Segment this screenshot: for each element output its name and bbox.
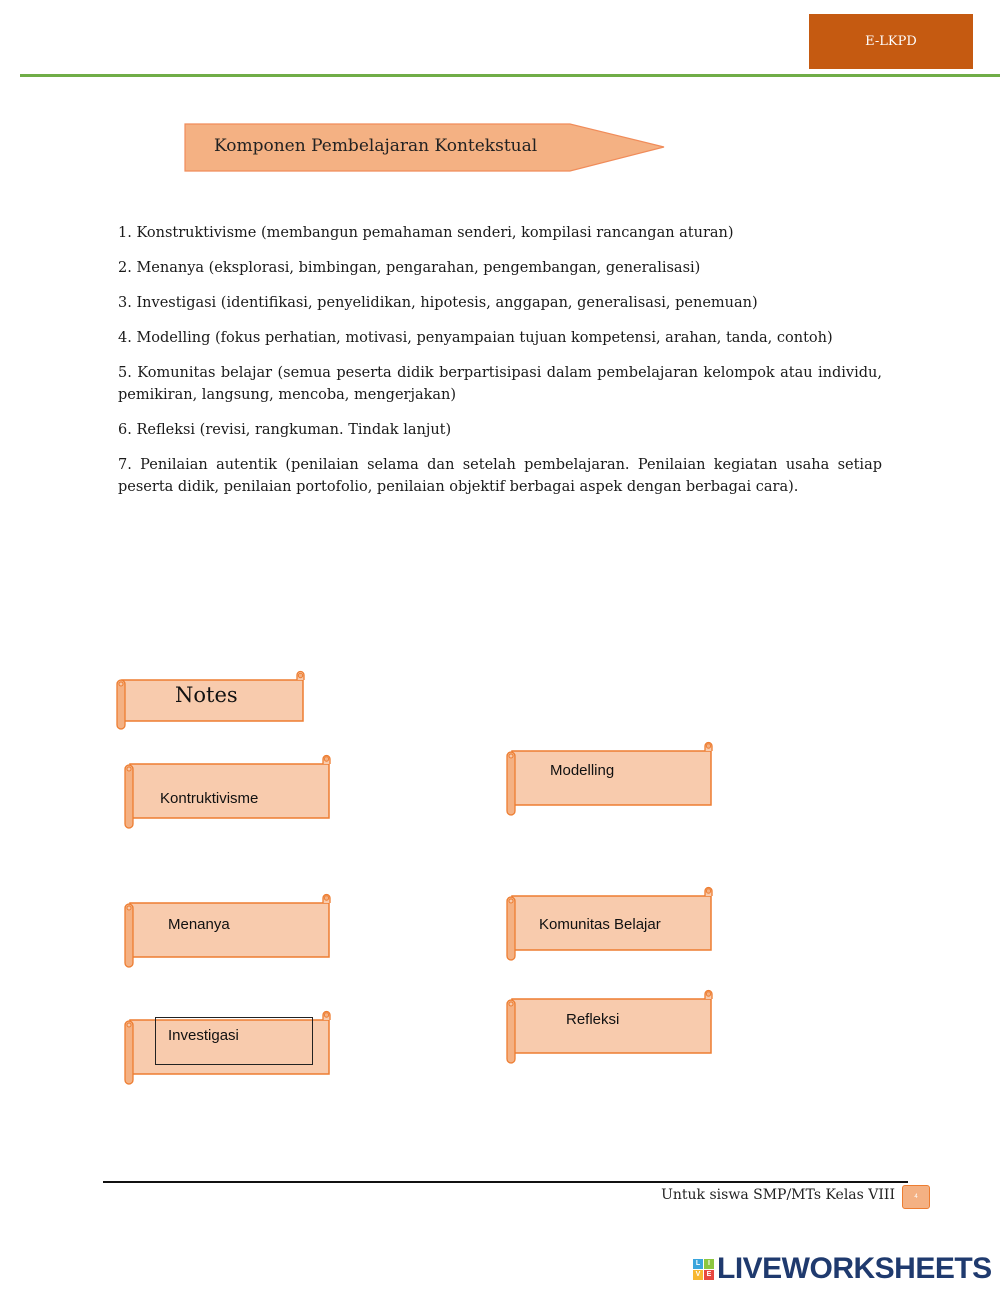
page-title: Komponen Pembelajaran Kontekstual	[214, 136, 538, 156]
liveworksheets-logo-icon	[693, 1259, 714, 1280]
logo-letter: V	[693, 1270, 703, 1280]
list-item-penilaian-autentik: 7. Penilaian autentik (penilaian selama dan setelah pembelajaran. Penilaian kegiatan usaha setiap peserta didik, penilaian portofolio, penilaian objektif berbagai aspek dengan berbagai cara).	[118, 457, 882, 495]
answer-box-investigasi[interactable]	[155, 1017, 313, 1065]
scroll-modelling	[506, 742, 714, 817]
scroll-kontruktivisme	[124, 755, 332, 830]
liveworksheets-wordmark: LIVEWORKSHEETS	[717, 1252, 992, 1285]
title-banner	[184, 123, 666, 173]
page-number-badge: 4	[902, 1185, 930, 1209]
scroll-refleksi	[506, 990, 714, 1065]
scroll-label-kontruktivisme: Kontruktivisme	[160, 790, 259, 807]
footer-rule	[103, 1181, 908, 1183]
scroll-komunitas-belajar	[506, 887, 714, 962]
header-tab: E-LKPD	[809, 14, 973, 69]
scroll-label-investigasi: Investigasi	[168, 1027, 239, 1044]
scroll-label-menanya: Menanya	[168, 916, 230, 933]
header-rule	[20, 74, 1000, 77]
logo-letter: L	[693, 1259, 703, 1269]
list-item-konstruktivisme: 1. Konstruktivisme (membangun pemahaman senderi, kompilasi rancangan aturan)	[118, 225, 734, 241]
list-item-komunitas-belajar: 5. Komunitas belajar (semua peserta didik berpartisipasi dalam pembelajaran kelompok atau individu, pemikiran, langsung, mencoba, mengerjakan)	[118, 365, 882, 403]
list-item-investigasi: 3. Investigasi (identifikasi, penyelidikan, hipotesis, anggapan, generalisasi, penemuan)	[118, 295, 758, 311]
notes-heading: Notes	[175, 683, 238, 707]
logo-letter: I	[704, 1259, 714, 1269]
notes-heading-scroll	[116, 672, 306, 730]
logo-letter: E	[704, 1270, 714, 1280]
scroll-menanya	[124, 894, 332, 969]
liveworksheets-brand	[693, 1254, 992, 1284]
scroll-label-refleksi: Refleksi	[566, 1011, 620, 1028]
list-item-menanya: 2. Menanya (eksplorasi, bimbingan, pengarahan, pengembangan, generalisasi)	[118, 260, 701, 276]
footer-text: Untuk siswa SMP/MTs Kelas VIII	[661, 1187, 895, 1203]
scroll-label-komunitas-belajar: Komunitas Belajar	[539, 916, 661, 933]
list-item-modelling: 4. Modelling (fokus perhatian, motivasi, penyampaian tujuan kompetensi, arahan, tanda, contoh)	[118, 330, 833, 346]
list-item-refleksi: 6. Refleksi (revisi, rangkuman. Tindak lanjut)	[118, 422, 452, 438]
component-list	[118, 222, 882, 511]
scroll-shape	[506, 742, 714, 817]
scroll-label-modelling: Modelling	[550, 762, 615, 779]
